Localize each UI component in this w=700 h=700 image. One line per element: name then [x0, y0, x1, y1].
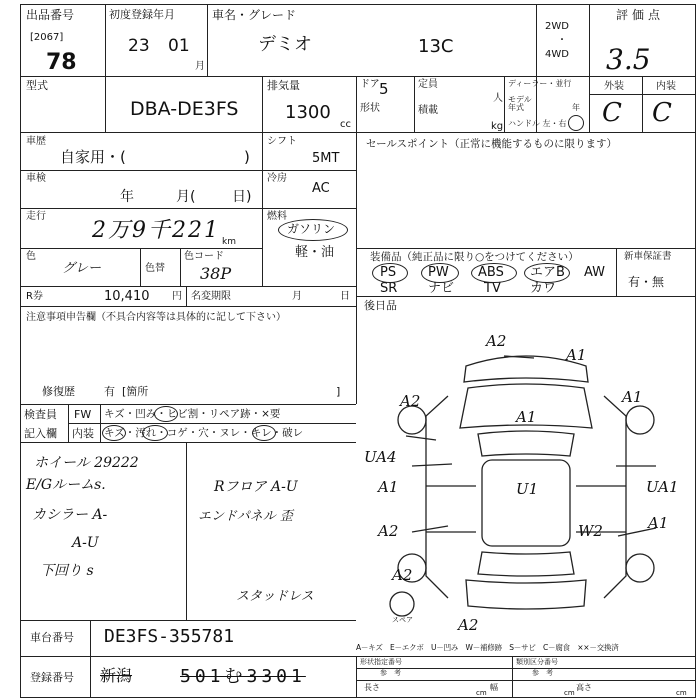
divider — [68, 404, 69, 442]
ref-label-2: 参 考 — [532, 669, 553, 677]
recycle: 10,410 — [104, 289, 150, 304]
year-unit: 年 — [572, 103, 580, 112]
repair-value: 有 — [104, 385, 115, 398]
equip-circle — [372, 263, 408, 283]
right-front-wheel — [626, 406, 654, 434]
divider — [207, 4, 208, 76]
interior-label: 内装 — [72, 427, 94, 440]
mileage-unit: km — [222, 237, 236, 247]
history-label: 車歴 — [26, 136, 46, 147]
reg-month-unit: 月 — [195, 61, 205, 72]
car-windshield-outline — [478, 431, 574, 456]
drive-dot: ・ — [557, 35, 567, 46]
note-line: Rフロア A-U — [214, 479, 298, 495]
equip-navi: ナビ — [428, 281, 455, 296]
ac: AC — [312, 181, 330, 196]
model-label: 型式 — [26, 79, 48, 92]
reg-month: 01 — [168, 36, 190, 56]
load-label: 積載 — [418, 105, 438, 116]
diagram-label: UA1 — [646, 478, 679, 496]
reg-year: 23 — [128, 36, 150, 56]
name-label: 車名・グレード — [212, 8, 297, 22]
equip-circle — [471, 263, 517, 283]
note-line: ホイール 29222 — [34, 455, 139, 471]
divider — [589, 4, 590, 132]
plate-label: 登録番号 — [30, 671, 74, 684]
history-close: ) — [244, 148, 250, 166]
recycle-unit: 円 — [172, 291, 182, 302]
ext-label: 外装 — [604, 81, 624, 92]
transfer-month: 月 — [292, 291, 302, 302]
ref-label: 参 考 — [380, 669, 401, 677]
dealer-label: ディーラー・並行 — [508, 79, 572, 88]
diagram-label: U1 — [516, 480, 539, 498]
insp-month: 月( — [176, 189, 196, 205]
width-unit: cm — [564, 689, 575, 697]
fuel-label: 燃料 — [267, 211, 287, 222]
note-line: カシラー A- — [32, 507, 108, 523]
shape-label: 形状 — [360, 103, 380, 114]
shift: 5MT — [312, 151, 340, 166]
model: DBA-DE3FS — [130, 98, 239, 120]
divider — [356, 76, 357, 132]
cap-label: 定員 — [418, 79, 438, 90]
fuel-gas: ガソリン — [287, 222, 336, 236]
note-line: E/Gルームs. — [26, 477, 106, 493]
category-label: 類別区分番号 — [516, 658, 558, 666]
lot-sub: [2067] — [30, 32, 64, 43]
note-line: 下回り s — [40, 563, 94, 579]
repair-close: ] — [336, 385, 341, 398]
shift-label: シフト — [267, 136, 297, 147]
score-label: 評価点 — [616, 8, 665, 22]
divider — [504, 76, 505, 132]
mark-circle — [102, 425, 126, 441]
int-label: 内装 — [656, 81, 676, 92]
equip-tv: TV — [484, 281, 501, 296]
car-roof-outline — [482, 460, 570, 546]
equip-sr: SR — [380, 281, 398, 296]
color-code-label: 色コード — [184, 251, 224, 262]
divider — [262, 170, 356, 171]
warranty: 有・無 — [628, 275, 665, 289]
car-name: デミオ — [258, 34, 312, 55]
plate-region: 新潟 — [100, 666, 133, 685]
divider — [90, 620, 91, 698]
car-damage-diagram — [356, 316, 696, 636]
diagram-label: A1 — [622, 388, 643, 406]
damage-legend: A－キズ E－エクボ U－凹み W－補修跡 S－サビ C－腐食 ××－交換済 — [356, 643, 619, 652]
diagram-label: A2 — [458, 616, 479, 634]
door-label: ドア — [360, 79, 380, 90]
divider — [20, 170, 262, 171]
history: 自家用・( — [60, 148, 126, 166]
color-change-label: 色替 — [145, 263, 165, 274]
right-rear-wheel — [626, 554, 654, 582]
divider — [356, 248, 696, 249]
transfer-day: 日 — [340, 291, 350, 302]
drive-4wd: 4WD — [545, 49, 569, 60]
insp-day: 日) — [232, 189, 252, 205]
divider — [20, 306, 356, 307]
fuel-gas-circle — [278, 219, 348, 241]
mileage-label: 走行 — [26, 211, 46, 222]
reg-label: 初度登録年月 — [109, 8, 175, 21]
fw-label: FW — [74, 408, 92, 421]
diagram-label: A1 — [378, 478, 399, 496]
divider — [356, 656, 357, 698]
divider — [512, 656, 513, 698]
interior-items: キズ・汚れ・コゲ・穴・ヌレ・キレ・破レ — [104, 427, 304, 439]
sales-label: セールスポイント（正常に機能するものに限ります） — [366, 138, 618, 150]
left-front-wheel — [398, 406, 426, 434]
diagram-label: A1 — [566, 346, 587, 364]
divider — [20, 404, 356, 405]
length-unit: cm — [476, 689, 487, 697]
handle-right-circle — [568, 115, 584, 131]
handle-label: ハンドル 左・右 — [508, 119, 567, 128]
mark-circle — [154, 406, 178, 422]
divider — [20, 132, 696, 133]
insp-year: 年 — [120, 189, 134, 205]
height-unit: cm — [676, 689, 687, 697]
load-unit: kg — [491, 121, 504, 132]
damage-mark-line — [406, 436, 436, 440]
repair-place: [箇所 — [122, 385, 149, 398]
car-trunk-outline — [466, 580, 586, 609]
divider — [20, 656, 696, 657]
mark-circle — [252, 425, 276, 441]
inspection-label: 車検 — [26, 173, 46, 184]
divider — [105, 4, 106, 132]
length-label: 長さ — [364, 683, 380, 692]
diagram-label: W2 — [578, 522, 603, 540]
lot-number: 78 — [46, 50, 77, 75]
post-label: 後日品 — [364, 299, 397, 312]
car-left-side-outline — [426, 396, 448, 598]
score: 3.5 — [606, 43, 651, 76]
lot-label: 出品番号 — [26, 8, 75, 22]
divider — [356, 668, 696, 669]
divider — [186, 286, 187, 306]
equip-leather: カワ — [530, 281, 557, 296]
spare-label: スペア — [392, 616, 413, 624]
divider — [100, 404, 101, 442]
fw-items: キズ・凹み・ヒビ割・リペア跡・×要 — [104, 408, 281, 420]
divider — [262, 76, 263, 132]
note-line: A-U — [72, 535, 99, 551]
divider — [20, 208, 356, 209]
divider — [140, 248, 141, 286]
disp-label: 排気量 — [267, 79, 300, 92]
divider — [20, 620, 356, 621]
door: 5 — [379, 80, 389, 98]
divider — [356, 296, 696, 297]
divider — [20, 248, 262, 249]
equip-label: 装備品（純正品に限り○をつけてください） — [370, 251, 579, 263]
entry-label: 記入欄 — [24, 427, 57, 440]
note-line: エンドパネル 歪 — [198, 509, 293, 524]
color-label: 色 — [26, 251, 36, 262]
diagram-label: A1 — [648, 514, 669, 532]
fuel-light: 軽・油 — [295, 245, 335, 260]
divider — [642, 76, 643, 132]
divider — [616, 248, 617, 296]
mileage: 2万9千221 — [92, 218, 220, 243]
divider — [186, 442, 187, 620]
equip-airbag: エアB — [530, 265, 565, 280]
note-line: スタッドレス — [236, 589, 314, 604]
int-score: C — [652, 98, 672, 128]
disp: 1300 — [285, 102, 331, 123]
divider — [536, 4, 537, 132]
diagram-label: A1 — [516, 408, 537, 426]
width-label: 幅 — [490, 683, 498, 692]
transfer-label: 名変期限 — [191, 291, 231, 302]
shape-spec-label: 形状指定番号 — [360, 658, 402, 666]
diagram-label: A2 — [486, 332, 507, 350]
inspector-label: 検査員 — [24, 408, 57, 421]
equip-abs: ABS — [478, 265, 504, 280]
height-label: 高さ — [576, 683, 592, 692]
divider — [68, 423, 356, 424]
divider — [20, 286, 356, 287]
model-year-label: モデル年式 — [508, 95, 532, 112]
equip-pw: PW — [428, 265, 449, 280]
divider — [262, 132, 263, 286]
spare-wheel — [390, 592, 414, 616]
diagram-label: A2 — [400, 392, 421, 410]
diagram-label: A2 — [378, 522, 399, 540]
plate-number: 501む3301 — [180, 666, 306, 687]
drive-2wd: 2WD — [545, 21, 569, 32]
warranty-label: 新車保証書 — [624, 251, 672, 262]
ac-label: 冷房 — [267, 173, 287, 184]
divider — [20, 442, 356, 443]
color: グレー — [62, 261, 102, 276]
divider — [356, 680, 696, 681]
car-right-side-outline — [604, 396, 626, 598]
car-rear-window-outline — [478, 552, 574, 576]
equip-ps: PS — [380, 265, 397, 280]
equip-circle — [524, 263, 570, 283]
chassis-number: DE3FS-355781 — [104, 626, 235, 647]
disp-unit: cc — [340, 119, 351, 130]
chassis-label: 車台番号 — [30, 631, 74, 644]
repair-label: 修復歴 — [42, 385, 75, 398]
color-code: 38P — [200, 264, 232, 283]
damage-mark-line — [412, 526, 448, 532]
damage-mark-line — [412, 464, 452, 466]
diagram-label: UA4 — [364, 448, 397, 466]
grade: 13C — [418, 36, 454, 57]
mark-circle — [142, 425, 168, 441]
recycle-label: R券 — [26, 291, 43, 302]
equip-circle — [421, 263, 459, 283]
divider — [180, 248, 181, 286]
diagram-label: A2 — [392, 566, 413, 584]
ext-score: C — [602, 98, 622, 128]
equip-aw: AW — [584, 265, 606, 280]
notes-label: 注意事項申告欄（不具合内容等は具体的に記して下さい） — [26, 312, 286, 323]
divider — [20, 76, 696, 77]
divider — [414, 76, 415, 132]
cap-unit: 人 — [493, 93, 503, 104]
